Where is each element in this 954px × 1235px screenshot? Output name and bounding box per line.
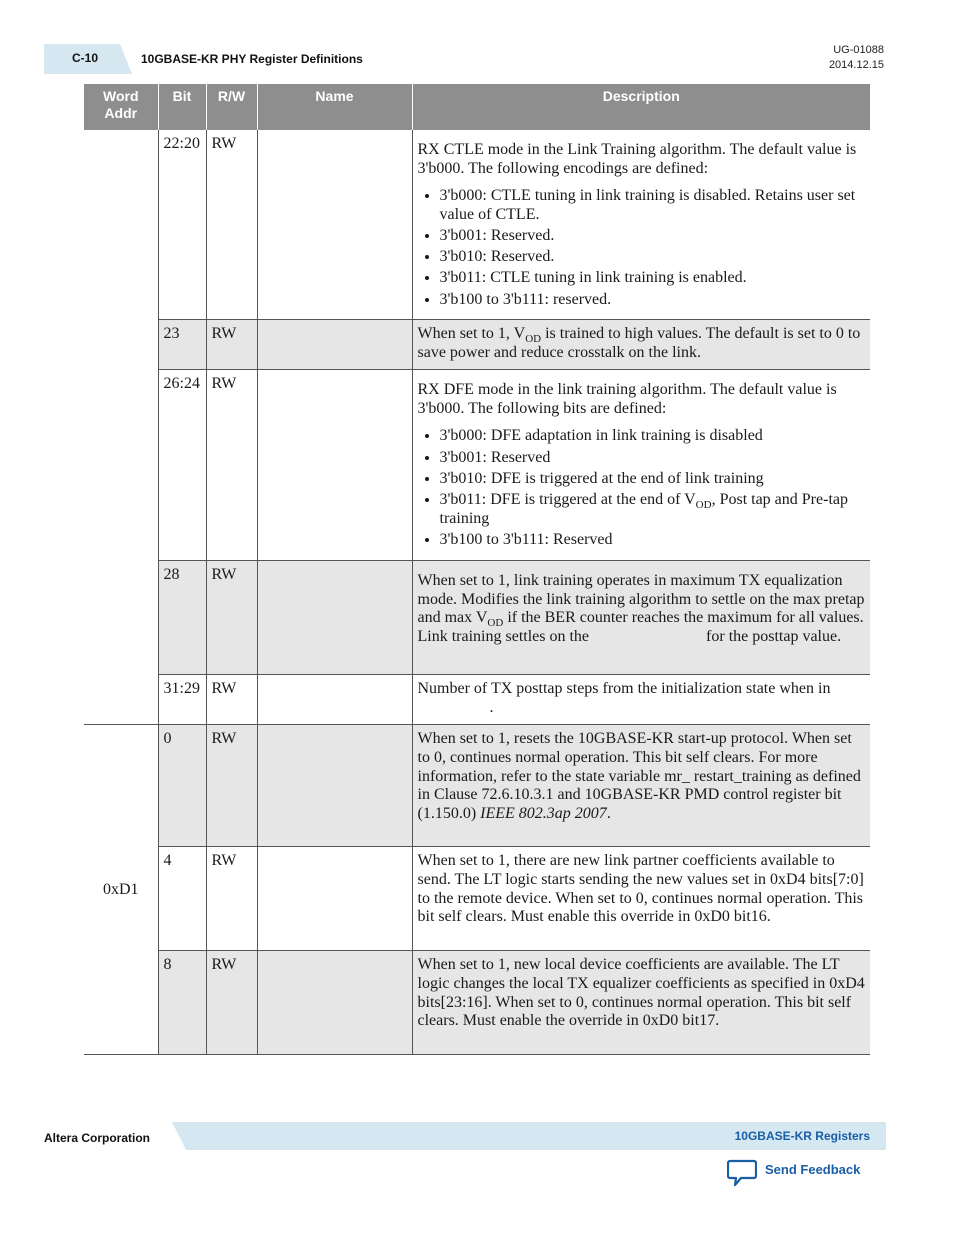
description-cell: When set to 1, link training operates in maximum TX equalization mode. Modifies the link training algorithm to settle on the max pretap and $\max V_{OD}$ if the BER counter reaches the maximum for all values. Link training settles on the for the posttap value. xyxy=(412,561,870,675)
document-date: 2014.12.15 xyxy=(828,59,884,71)
list-item: • 3'b000: DFE adaptation in link training is disabled xyxy=(440,427,866,446)
encoding-list xyxy=(418,187,866,309)
word-addr-cell xyxy=(84,130,158,725)
document-id: UG-01088 xyxy=(833,44,884,56)
list-item: • 3'b011: DFE is triggered at the end of $V_{OD}$, Post tap and Pre-tap training xyxy=(440,491,866,528)
description-cell: RX CTLE mode in the Link Training algorithm. The default value is 3'b000. The following encodings are defined: • 3'b000: CTLE tuning in link training is disabled. Retains user set value of CTLE. • 3'b001: Reserved. • 3'b010: Reserved. • 3'b011: CTLE tuning in link training is enabled. • 3'b100 to 3'b111: reserved. xyxy=(412,130,870,320)
rw-cell: RW xyxy=(206,847,257,951)
description-cell: When set to 1, new local device coefficients are available. The LT logic changes the local TX equalizer coefficients as specified in 0xD4 bits[23:16]. When set to 0, continues normal operation. This bit self clears. Must enable the override in 0xD0 bit17. xyxy=(412,951,870,1055)
rw-cell: RW xyxy=(206,370,257,561)
bit-cell: 31:29 xyxy=(158,675,206,725)
rw-cell: RW xyxy=(206,130,257,320)
list-item: • 3'b000: CTLE tuning in link training is disabled. Retains user set value of CTLE. xyxy=(440,187,866,224)
table-row xyxy=(84,951,870,1055)
name-cell xyxy=(257,675,412,725)
column-header-description: Description xyxy=(412,84,870,130)
bit-cell: 28 xyxy=(158,561,206,675)
list-item: • 3'b010: DFE is triggered at the end of link training xyxy=(440,470,866,489)
description-cell: When set to 1, there are new link partner coefficients available to send. The LT logic starts sending the new values set in 0xD4 bits[7:0] to the remote device. When set to 0, continues normal operation. This bit self clears. Must enable this override in 0xD0 bit16. xyxy=(412,847,870,951)
name-cell xyxy=(257,320,412,370)
word-addr-cell: 0xD1 xyxy=(84,725,158,1055)
table-row xyxy=(84,725,870,847)
description-cell: Number of TX posttap steps from the initialization state when in. xyxy=(412,675,870,725)
bit-cell: 4 xyxy=(158,847,206,951)
list-item: • 3'b100 to 3'b111: Reserved xyxy=(440,531,866,550)
bit-cell: 8 xyxy=(158,951,206,1055)
rw-cell: RW xyxy=(206,951,257,1055)
column-header-bit: Bit xyxy=(158,84,206,130)
encoding-list xyxy=(418,427,866,549)
rw-cell: RW xyxy=(206,561,257,675)
table-row xyxy=(84,561,870,675)
speech-bubble-icon[interactable] xyxy=(727,1159,757,1187)
bit-cell: 22:20 xyxy=(158,130,206,320)
list-item: • 3'b011: CTLE tuning in link training is enabled. xyxy=(440,269,866,288)
company-name: Altera Corporation xyxy=(44,1131,151,1145)
column-header-word-addr: Word Addr xyxy=(84,84,158,130)
page-number: C-10 xyxy=(72,51,99,65)
name-cell xyxy=(257,951,412,1055)
column-header-name: Name xyxy=(257,84,412,130)
table-header-row xyxy=(84,84,870,130)
name-cell xyxy=(257,847,412,951)
table-row xyxy=(84,675,870,725)
bit-cell: 26:24 xyxy=(158,370,206,561)
list-item: • 3'b001: Reserved xyxy=(440,449,866,468)
document-id-block xyxy=(829,43,884,73)
description-cell: When set to 1, $V_{OD}$ is trained to high values. The default is set to 0 to save power and reduce crosstalk on the link. xyxy=(412,320,870,370)
column-header-rw: R/W xyxy=(206,84,257,130)
section-title: 10GBASE-KR PHY Register Definitions xyxy=(141,52,363,66)
list-item: • 3'b100 to 3'b111: reserved. xyxy=(440,291,866,310)
send-feedback-link[interactable]: Send Feedback xyxy=(765,1162,861,1177)
rw-cell: RW xyxy=(206,725,257,847)
rw-cell: RW xyxy=(206,320,257,370)
list-item: • 3'b001: Reserved. xyxy=(440,227,866,246)
table-row xyxy=(84,130,870,320)
table-row xyxy=(84,847,870,951)
description-cell: RX DFE mode in the link training algorithm. The default value is 3'b000. The following bits are defined: • 3'b000: DFE adaptation in link training is disabled • 3'b001: Reserved • 3'b010: DFE is triggered at the end of link training • 3'b011: DFE is triggered at the end of $V_{OD}$, Post tap and Pre-tap training • 3'b100 to 3'b111: Reserved xyxy=(412,370,870,561)
name-cell xyxy=(257,561,412,675)
list-item: • 3'b010: Reserved. xyxy=(440,248,866,267)
name-cell xyxy=(257,130,412,320)
table-row xyxy=(84,370,870,561)
name-cell xyxy=(257,725,412,847)
rw-cell: RW xyxy=(206,675,257,725)
bit-cell: 0 xyxy=(158,725,206,847)
table-row xyxy=(84,320,870,370)
register-table xyxy=(84,84,870,1055)
section-link[interactable]: 10GBASE-KR Registers xyxy=(734,1129,870,1143)
bit-cell: 23 xyxy=(158,320,206,370)
name-cell xyxy=(257,370,412,561)
description-cell: When set to 1, resets the 10GBASE-KR start-up protocol. When set to 0, continues normal operation. This bit self clears. For more information, refer to the state variable mr_ restart_training as defined in Clause 72.6.10.3.1 and 10GBASE-KR PMD control register bit (1.150.0) IEEE 802.3ap 2007. xyxy=(412,725,870,847)
